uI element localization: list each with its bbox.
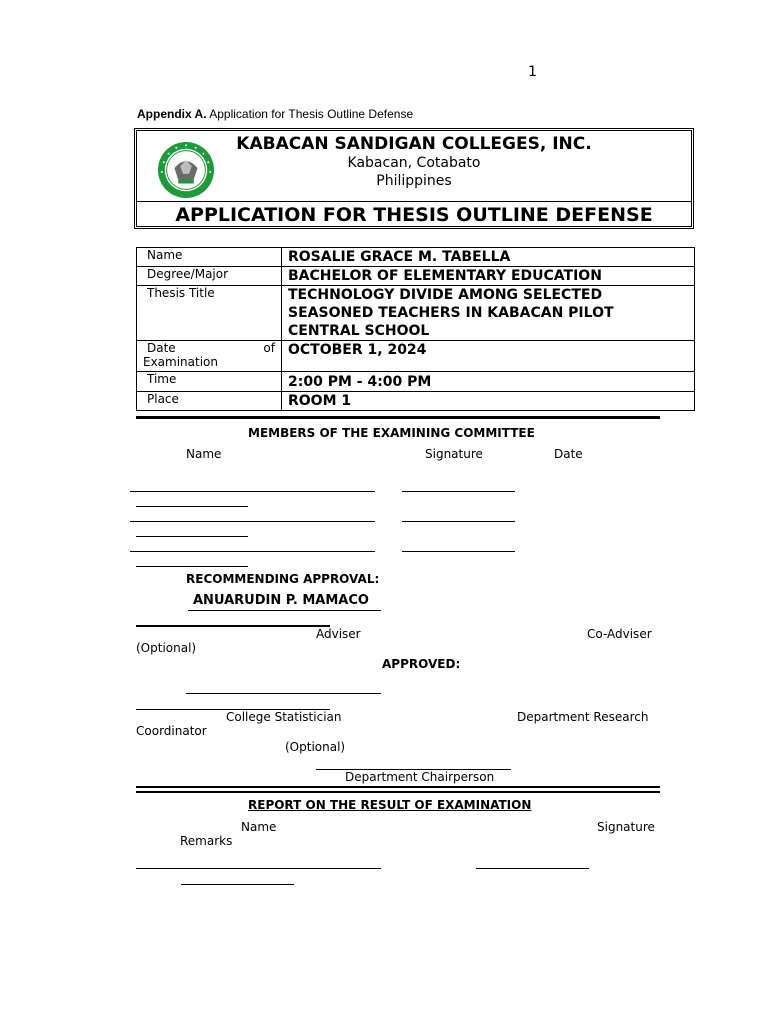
- report-col-signature: Signature: [597, 820, 655, 834]
- date-value: OCTOBER 1, 2024: [282, 341, 695, 372]
- table-row: [137, 248, 695, 267]
- header-box: [134, 128, 694, 229]
- table-row: [137, 372, 695, 392]
- approved-label: APPROVED:: [382, 657, 461, 671]
- committee-date-line-3: [136, 566, 248, 567]
- optional-note-1: (Optional): [136, 641, 197, 655]
- committee-date-line-2: [136, 536, 248, 537]
- table-row: [137, 267, 695, 286]
- committee-col-signature: Signature: [425, 447, 483, 461]
- report-remarks-line: [181, 884, 294, 885]
- co-adviser-label: Co-Adviser: [587, 627, 652, 641]
- co-adviser-signature-line: [136, 625, 330, 627]
- committee-signature-line-2: [402, 521, 515, 522]
- appendix-prefix: Appendix A.: [137, 107, 207, 121]
- form-title: APPLICATION FOR THESIS OUTLINE DEFENSE: [175, 204, 653, 226]
- place-value: ROOM 1: [282, 392, 695, 411]
- degree-value: BACHELOR OF ELEMENTARY EDUCATION: [282, 267, 695, 286]
- statistician-signature-line: [186, 693, 381, 694]
- committee-date-line-1: [136, 506, 248, 507]
- header-divider: [137, 201, 691, 202]
- committee-signature-line-3: [402, 551, 515, 552]
- address-line-2: Philippines: [376, 173, 452, 189]
- date-label-word: Date: [147, 341, 176, 355]
- optional-note-2: (Optional): [285, 740, 346, 754]
- adviser-signature-line: [188, 610, 381, 611]
- applicant-info-table: [136, 247, 695, 411]
- report-col-remarks: Remarks: [180, 834, 233, 848]
- report-name-line: [136, 868, 381, 869]
- degree-label: Degree/Major: [137, 267, 282, 286]
- date-label-exam: Examination: [143, 355, 219, 369]
- page-number: 1: [528, 64, 537, 80]
- name-value: ROSALIE GRACE M. TABELLA: [282, 248, 695, 267]
- committee-heading: MEMBERS OF THE EXAMINING COMMITTEE: [248, 426, 535, 440]
- date-label-of: of: [263, 341, 275, 355]
- place-label: Place: [137, 392, 282, 411]
- thesis-title-value: TECHNOLOGY DIVIDE AMONG SELECTED SEASONED TEACHERS IN KABACAN PILOT CENTRAL SCHOOL: [282, 286, 695, 341]
- report-signature-line: [476, 868, 589, 869]
- time-value: 2:00 PM - 4:00 PM: [282, 372, 695, 392]
- table-row: [137, 392, 695, 411]
- adviser-name: ANUARUDIN P. MAMACO: [193, 593, 369, 608]
- statistician-label: College Statistician: [226, 710, 342, 724]
- chairperson-label: Department Chairperson: [345, 770, 495, 784]
- table-row: [137, 341, 695, 372]
- adviser-label: Adviser: [316, 627, 361, 641]
- committee-col-name: Name: [186, 447, 222, 461]
- thesis-title-label: Thesis Title: [137, 286, 282, 341]
- report-divider: [136, 786, 660, 793]
- committee-name-line-2: [130, 521, 375, 522]
- dept-research-label: Department Research: [517, 710, 649, 724]
- committee-col-date: Date: [554, 447, 583, 461]
- appendix-text: Application for Thesis Outline Defense: [209, 107, 414, 121]
- table-row: [137, 286, 695, 341]
- section-divider: [136, 416, 660, 419]
- report-col-name: Name: [241, 820, 277, 834]
- recommending-approval: RECOMMENDING APPROVAL:: [186, 572, 380, 586]
- address-line-1: Kabacan, Cotabato: [347, 155, 481, 171]
- coordinator-label: Coordinator: [136, 724, 207, 738]
- college-name: KABACAN SANDIGAN COLLEGES, INC.: [236, 134, 592, 154]
- name-label: Name: [137, 248, 282, 267]
- appendix-caption: [137, 107, 413, 121]
- committee-name-line-3: [130, 551, 375, 552]
- report-heading: REPORT ON THE RESULT OF EXAMINATION: [248, 798, 532, 812]
- date-label: [137, 341, 282, 372]
- committee-name-line-1: [130, 491, 375, 492]
- time-label: Time: [137, 372, 282, 392]
- committee-signature-line-1: [402, 491, 515, 492]
